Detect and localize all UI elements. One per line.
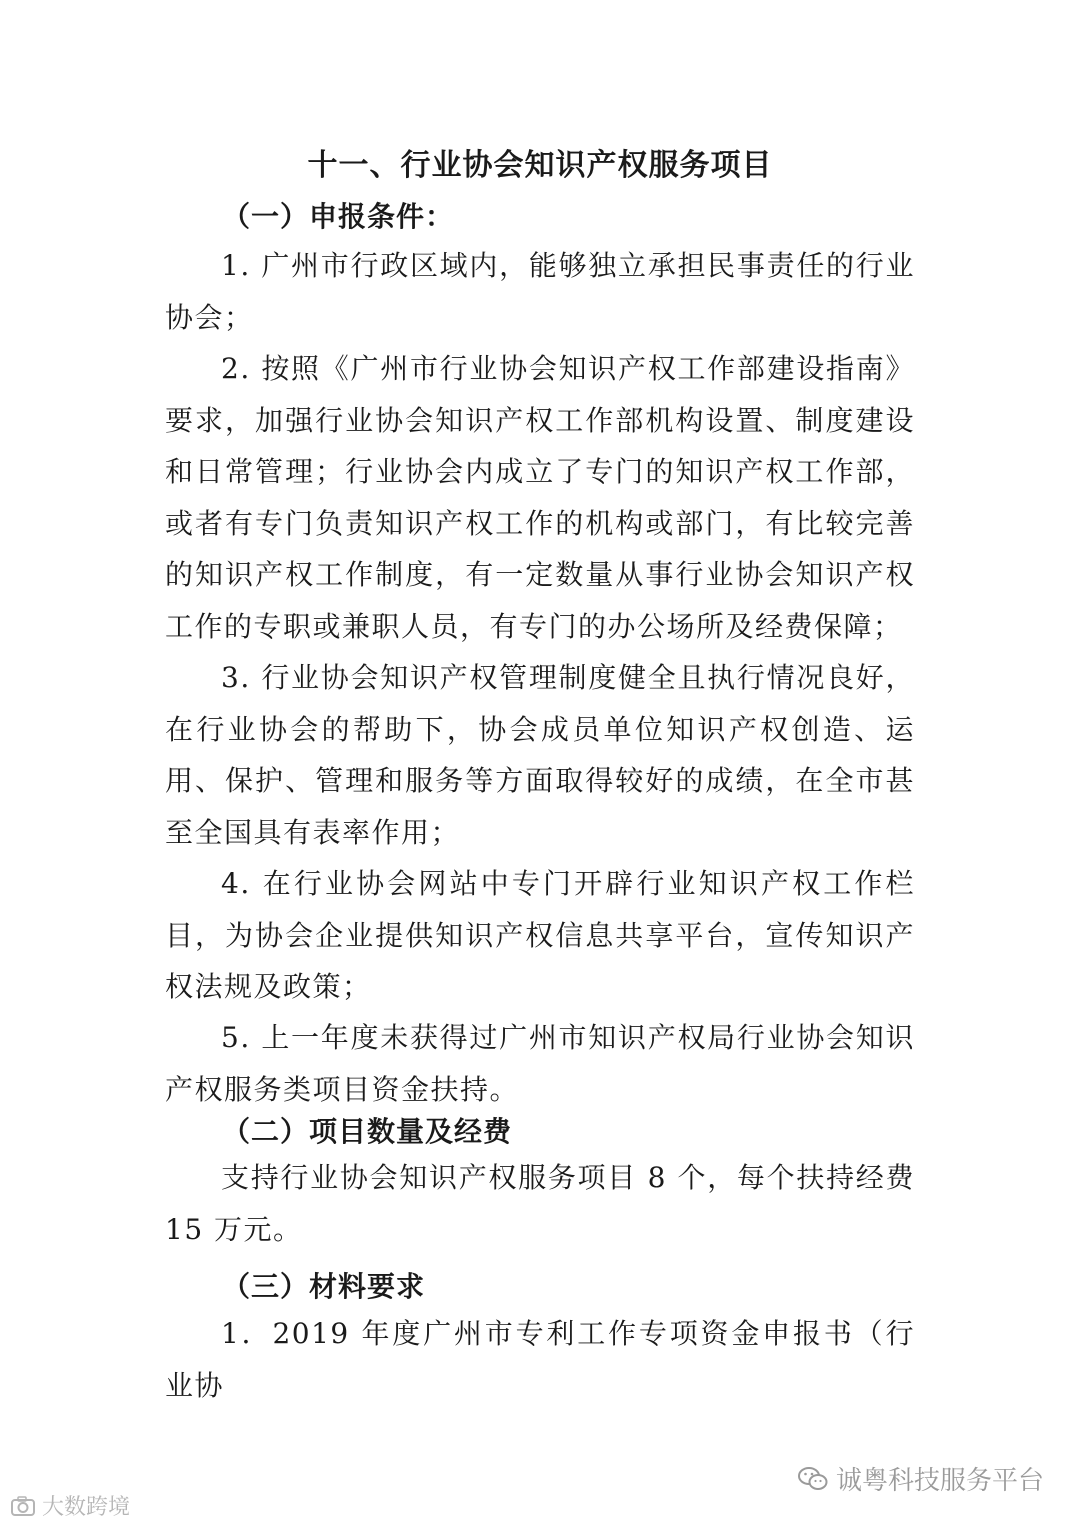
watermark-platform <box>798 1460 1044 1497</box>
condition-item-5: 5. 上一年度未获得过广州市知识产权局行业协会知识产权服务类项目资金扶持。 <box>165 1021 915 1106</box>
section-heading-materials: （三）材料要求 <box>222 1270 426 1303</box>
condition-item-2: 2. 按照《广州市行业协会知识产权工作部建设指南》要求，加强行业协会知识产权工作部机构设置、制度建设和日常管理；行业协会内成立了专门的知识产权工作部，或者有专门负责知识产权工作的机构或部门，有比较完善的知识产权工作制度，有一定数量从事行业协会知识产权工作的专职或兼职人员，有专门的办公场所及经费保障； <box>165 352 915 643</box>
section-heading-quantity-funding: （二）项目数量及经费 <box>222 1115 513 1148</box>
material-item-1: 1．2019 年度广州市专利工作专项资金申报书（行业协 <box>165 1317 915 1402</box>
section-heading-conditions: （一）申报条件： <box>222 200 455 233</box>
wechat-icon <box>798 1466 828 1492</box>
camera-icon <box>10 1495 36 1517</box>
funding-paragraph: 支持行业协会知识产权服务项目 8 个，每个扶持经费 15 万元。 <box>165 1161 915 1246</box>
watermark-source-text: 大数跨境 <box>42 1495 131 1520</box>
condition-item-3: 3. 行业协会知识产权管理制度健全且执行情况良好，在行业协会的帮助下，协会成员单位知识产权创造、运用、保护、管理和服务等方面取得较好的成绩，在全市甚至全国具有表率作用； <box>165 661 915 849</box>
watermark-platform-text: 诚粤科技服务平台 <box>835 1466 1044 1496</box>
condition-item-4: 4. 在行业协会网站中专门开辟行业知识产权工作栏目，为协会企业提供知识产权信息共享平台，宣传知识产权法规及政策； <box>165 867 915 1003</box>
page-title: 十一、行业协会知识产权服务项目 <box>307 148 773 183</box>
watermark-source <box>10 1490 130 1521</box>
condition-item-1: 1. 广州市行政区域内，能够独立承担民事责任的行业协会； <box>165 249 915 334</box>
